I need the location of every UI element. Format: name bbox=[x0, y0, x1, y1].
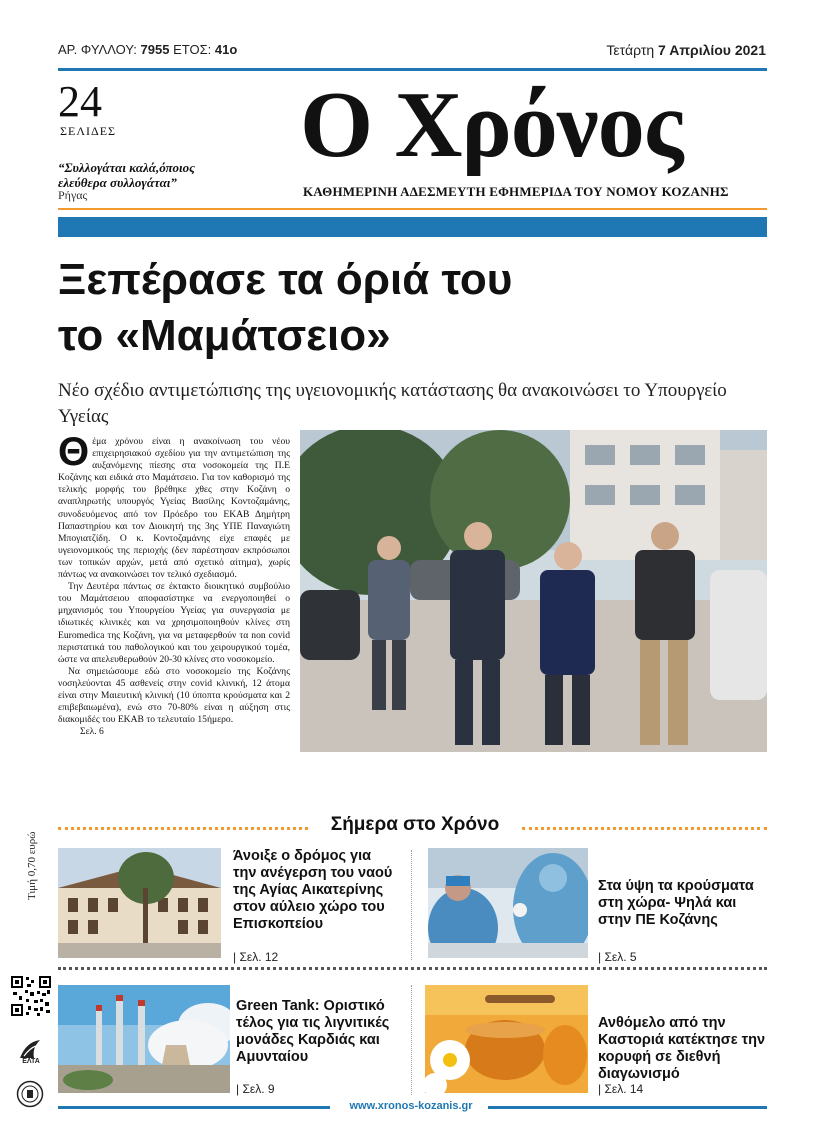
article-paragraph: Θέμα χρόνου είναι η ανακοίνωση του νέου επιχειρησιακού σχεδίου για την αντιμετώπιση της αυξανόμενης πίεσης στα νοσοκομεία της Π.Ε Κοζάνης και ειδικά στο Μαμάτσειο. Για τον καθορισμό της τελικής μορφής του βρέθηκε χθες στην Κοζάνη ο αναπληρωτής υπουργός Υγείας Βασίλης Κοντοζαμάνης, συνοδευόμενος από τον Πρόεδρο του ΕΚΑΒ Δημήτρη Παπαστηρίου και τον Διοικητή της 3ης ΥΠΕ Παναγιώτη Μπογιατζίδη. Ο κ. Κοντοζαμάνης είχε επαφές με υγειονομικούς της περιοχής (δεν παρέστησαν εκπρόσωποι των τοπικών αρχών, μετά από σχετικό αίτημα), χωρίς πάντως να ανακοινώσει τον τελικό σχεδιασμό. bbox=[58, 430, 290, 581]
date-value: 7 Απριλίου 2021 bbox=[658, 42, 766, 58]
lead-subhead: Νέο σχέδιο αντιμετώπισης της υγειονομικής κατάστασης θα ανακοινώσει το Υπουργείο Υγείας bbox=[58, 380, 727, 427]
issue-info bbox=[58, 42, 237, 57]
story-image-honey bbox=[425, 985, 588, 1093]
story-title[interactable]: Άνοιξε ο δρόμος για την ανέγερση του ναού της Αγίας Αικατερίνης στον αύλειο χώρο του Επισκοπείου bbox=[233, 848, 393, 932]
footer-rule-right bbox=[488, 1106, 767, 1109]
newspaper-logo[interactable]: Ο Χρόνος bbox=[300, 73, 683, 177]
qr-code-icon[interactable] bbox=[10, 975, 52, 1017]
story-page-ref[interactable]: | Σελ. 5 bbox=[598, 950, 637, 964]
story-page-ref[interactable]: | Σελ. 9 bbox=[236, 1082, 275, 1096]
article-paragraph: Να σημειώσουμε εδώ στο νοσοκομείο της Κοζάνης νοσηλεύονται 45 ασθενείς στην covid κλινική, 12 άτομα είναι στην Μαιευτική κλινική (10 ύποπτα κρούσματα και 2 επιβεβαιωμένα), ενώ στο 70-80% είναι η αύξηση στις διακομιδές του ΕΚΑΒ το τελευταίο 15ήμερο. bbox=[58, 665, 290, 726]
column-divider bbox=[411, 985, 412, 1095]
blue-band bbox=[58, 217, 767, 237]
headline-line-1: Ξεπέρασε τα όριά του bbox=[58, 255, 513, 304]
newspaper-tagline: ΚΑΘΗΜΕΡΙΝΗ ΑΔΕΣΜΕΥΤΗ ΕΦΗΜΕΡΙΔΑ ΤΟΥ ΝΟΜΟΥ ΚΟΖΑΝΗΣ bbox=[303, 184, 729, 199]
elta-label: ΕΛΤΑ bbox=[22, 1058, 40, 1065]
press-seal-graphic bbox=[16, 1080, 44, 1108]
elta-logo-icon bbox=[16, 1036, 46, 1070]
dropcap: Θ bbox=[58, 430, 90, 474]
masthead-quote: “Συλλογάται καλά,όποιος ελεύθερα συλλογάται” bbox=[58, 160, 195, 190]
year-label: ΕΤΟΣ: bbox=[173, 42, 212, 57]
issue-number: 7955 bbox=[140, 42, 170, 57]
footer-rule-left bbox=[58, 1106, 330, 1109]
press-seal-icon bbox=[16, 1080, 44, 1108]
issue-label: ΑΡ. ΦΥΛΛΟΥ: bbox=[58, 42, 137, 57]
article-paragraph: Την Δευτέρα πάντως σε έκτακτο διοικητικό συμβούλιο του Μαμάτσειου αποφασίστηκε να ενεργοποιηθεί ο μηχανισμός του Υπουργείου Υγείας για συνεργασία με ιδιωτικές κλινικές και να χρησιμοποιηθούν κλίνες στη Euromedica της Κοζάνη, για να μεταφερθούν τα non covid περιστατικά του παθολογικού και του χειρουργικού τομέα, ώστε να απελευθερωθούν 20-30 κλίνες στο νοσοκομείο. bbox=[58, 581, 290, 665]
section-title: Σήμερα στο Χρόνο bbox=[330, 814, 500, 835]
story-thumbnail[interactable] bbox=[58, 848, 221, 958]
quote-author: Ρήγας bbox=[58, 188, 88, 202]
lead-headline[interactable] bbox=[58, 252, 758, 364]
story-row-divider bbox=[58, 967, 767, 970]
website-link[interactable]: www.xronos-kozanis.gr bbox=[349, 1100, 473, 1112]
section-divider-left bbox=[58, 827, 308, 830]
story-thumbnail[interactable] bbox=[425, 985, 588, 1093]
story-page-ref[interactable]: | Σελ. 14 bbox=[598, 1082, 644, 1096]
orange-rule bbox=[58, 208, 767, 210]
lead-photo[interactable] bbox=[300, 430, 767, 752]
publication-date bbox=[606, 42, 766, 58]
story-title[interactable]: Ανθόμελο από την Καστοριά κατέκτησε την κορυφή σε διεθνή διαγωνισμό bbox=[598, 1015, 766, 1082]
qr-code-graphic bbox=[10, 975, 52, 1017]
price: Τιμή 0,70 ευρώ bbox=[26, 831, 38, 900]
section-divider-right bbox=[522, 827, 767, 830]
story-thumbnail[interactable] bbox=[58, 985, 230, 1093]
story-image-building bbox=[58, 848, 221, 958]
lead-photo-image bbox=[300, 430, 767, 752]
year-value: 41ο bbox=[214, 42, 238, 57]
weekday: Τετάρτη bbox=[606, 42, 655, 58]
lead-article bbox=[58, 430, 290, 738]
pages-label: ΣΕΛΙΔΕΣ bbox=[60, 124, 117, 138]
story-thumbnail[interactable] bbox=[428, 848, 588, 958]
story-title[interactable]: Green Tank: Οριστικό τέλος για τις λιγνιτικές μονάδες Καρδιάς και Αμυνταίου bbox=[236, 998, 390, 1065]
story-image-power-plant bbox=[58, 985, 230, 1093]
story-image-lab bbox=[428, 848, 588, 958]
story-page-ref[interactable]: | Σελ. 12 bbox=[233, 950, 279, 964]
headline-line-2: το «Μαμάτσειο» bbox=[58, 311, 391, 360]
pages-number: 24 bbox=[58, 77, 102, 126]
article-page-ref[interactable]: Σελ. 6 bbox=[80, 726, 104, 738]
column-divider bbox=[411, 850, 412, 960]
story-title[interactable]: Στα ύψη τα κρούσματα στη χώρα- Ψηλά και στην ΠΕ Κοζάνης bbox=[598, 878, 754, 928]
